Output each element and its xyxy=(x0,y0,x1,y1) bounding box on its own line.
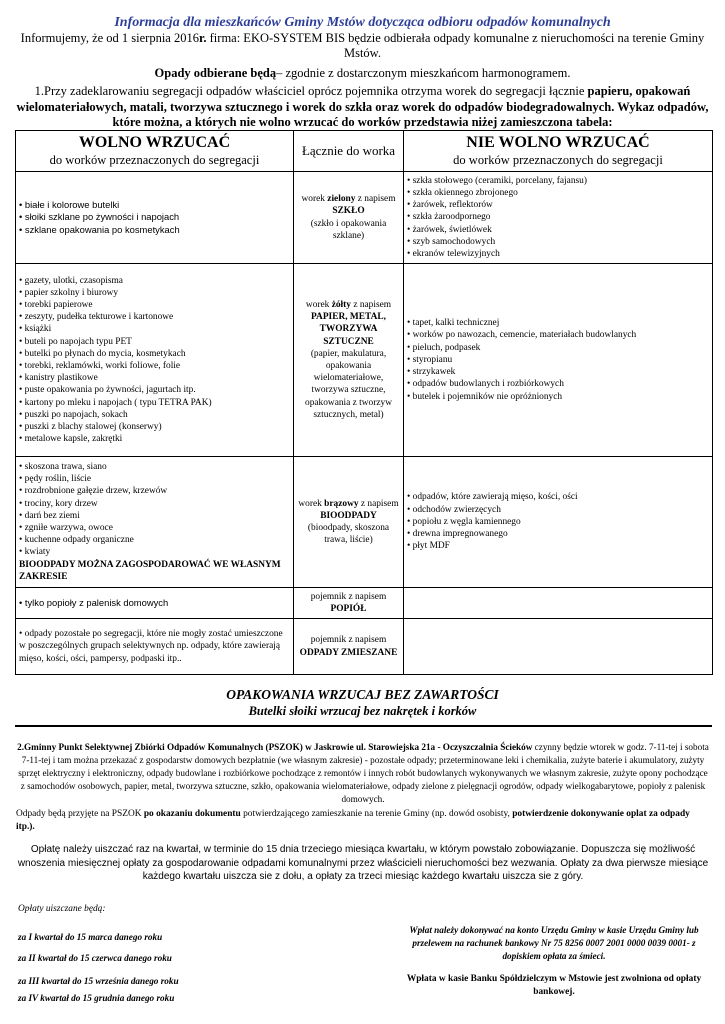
list-item: • ekranów telewizyjnych xyxy=(407,248,709,260)
table-row xyxy=(16,588,713,619)
bag-pre: worek xyxy=(298,498,325,509)
bag-cell-bio xyxy=(294,457,404,588)
bag-cell-mixed xyxy=(294,619,404,675)
list-item: • pieluch, podpasek xyxy=(407,342,709,354)
acceptance-a: Odpady będą przyjęte na PSZOK xyxy=(16,809,144,819)
bank-fee-note: Wpłata w kasie Banku Spółdzielczym w Mstowie jest zwolniona od opłaty bankowej. xyxy=(406,974,702,997)
list-item: • gazety, ulotki, czasopisma xyxy=(19,275,290,287)
list-item: • kanistry plastikowe xyxy=(19,372,290,384)
bag-cell-glass xyxy=(294,172,404,264)
list-item: • worków po nawozach, cemencie, materiałach budowlanych xyxy=(407,329,709,341)
list-item: • strzykawek xyxy=(407,366,709,378)
header-forbidden xyxy=(404,131,713,172)
list-item: • rozdrobnione gałęzie drzew, krzewów xyxy=(19,485,290,497)
pszok-paragraph xyxy=(16,741,710,806)
list-item: • płyt MDF xyxy=(407,540,709,552)
bag-pre: worek xyxy=(305,299,332,310)
fee-q2: za II kwartał do 15 czerwca danego roku xyxy=(18,953,172,963)
fee-q1: za I kwartał do 15 marca danego roku xyxy=(18,932,163,942)
list-item: • puszki z blachy stalowej (konserwy) xyxy=(19,421,290,433)
list-item: • odpadów budowlanych i rozbiórkowych xyxy=(407,378,709,390)
allowed-list xyxy=(19,597,290,609)
forbidden-list xyxy=(407,175,709,260)
header-bag xyxy=(294,131,404,172)
forbidden-cell-paper xyxy=(404,264,713,457)
list-item: • pędy roślin, liście xyxy=(19,473,290,485)
table-row xyxy=(16,172,713,264)
forbidden-list xyxy=(407,317,709,402)
list-item: • tapet, kalki technicznej xyxy=(407,317,709,329)
header-allowed-title: WOLNO WRZUCAĆ xyxy=(78,134,231,151)
list-item: • puszki po napojach, sokach xyxy=(19,409,290,421)
segregation-table xyxy=(15,130,713,675)
header-allowed xyxy=(16,131,294,172)
bag-label: ODPADY ZMIESZANE xyxy=(299,647,398,658)
bag-description: (szkło i opakowania szklane) xyxy=(310,218,387,241)
forbidden-cell-mixed xyxy=(404,619,713,675)
bag-post: z napisem xyxy=(358,498,399,509)
table-row xyxy=(16,264,713,457)
forbidden-list xyxy=(407,491,709,552)
list-item: • odpadów, które zawierają mięso, kości, ości xyxy=(407,491,709,503)
bag-description: (bioodpady, skoszona trawa, liście) xyxy=(307,523,390,546)
allowed-list xyxy=(19,628,290,665)
collection-schedule-note xyxy=(20,66,705,81)
list-item: • słoiki szklane po żywności i napojach xyxy=(19,211,290,223)
list-item: • popiołu z węgla kamiennego xyxy=(407,516,709,528)
list-item: • torebki, reklamówki, worki foliowe, folie xyxy=(19,360,290,372)
header-allowed-subtitle: do worków przeznaczonych do segregacji xyxy=(49,153,260,167)
bag-color: żółty xyxy=(331,299,351,310)
list-item: • tylko popioły z palenisk domowych xyxy=(19,597,290,609)
allowed-list xyxy=(19,275,290,446)
allowed-list xyxy=(19,199,290,236)
bio-own-management-note: BIOODPADY MOŻNA ZAGOSPODAROWAĆ WE WŁASNYM ZAKRESIE xyxy=(19,559,281,582)
allowed-cell-bio xyxy=(16,457,294,588)
list-item: • torebki papierowe xyxy=(19,299,290,311)
list-item: • białe i kolorowe butelki xyxy=(19,199,290,211)
bag-pre: worek xyxy=(301,194,328,205)
list-item: • szyb samochodowych xyxy=(407,236,709,248)
allowed-cell-ash xyxy=(16,588,294,619)
bag-post: z napisem xyxy=(350,299,392,310)
list-item: • puste opakowania po żywności, jagurtach itp. xyxy=(19,384,290,396)
bag-cell-paper xyxy=(294,264,404,457)
collection-bold: Opady odbierane będą xyxy=(154,66,277,80)
intro-text-a: Informujemy, że od 1 sierpnia 2016 xyxy=(20,31,199,45)
list-item: • papier szkolny i biurowy xyxy=(19,287,290,299)
acceptance-paragraph xyxy=(16,808,710,834)
list-item: • żarówek, reflektorów xyxy=(407,199,709,211)
bag-post: z napisem xyxy=(355,194,396,205)
list-item: • zgniłe warzywa, owoce xyxy=(19,522,290,534)
document-title: Informacja dla mieszkańców Gminy Mstów dotycząca odbioru odpadów komunalnych xyxy=(114,15,611,30)
list-item: • kartony po mleku i napojach ( typu TETRA PAK) xyxy=(19,397,290,409)
acceptance-c: potwierdzającego zamieszkanie na terenie Gminy (np. dowód osobisty, xyxy=(240,809,513,819)
fees-label: Opłaty uiszczane będą: xyxy=(18,904,106,914)
bag-color: brązowy xyxy=(324,498,359,509)
list-item: • buteli po napojach typu PET xyxy=(19,336,290,348)
bank-account-info: Wpłat należy dokonywać na konto Urzędu Gminy w kasie Urzędu Gminy lub przelewem na rachunek bankowy Nr 75 8256 0007 2001 0000 0039 0001- z dopiskiem opłata za śmieci. xyxy=(409,925,699,961)
table-row xyxy=(16,619,713,675)
list-item: • skoszona trawa, siano xyxy=(19,461,290,473)
table-header-row xyxy=(16,131,713,172)
list-item: • szklane opakowania po kosmetykach xyxy=(19,224,290,236)
list-item: • butelki po płynach do mycia, kosmetykach xyxy=(19,348,290,360)
intro-paragraph xyxy=(20,31,705,61)
fee-q3: za III kwartał do 15 września danego roku xyxy=(18,976,179,986)
bag-color: zielony xyxy=(327,194,356,205)
forbidden-cell-bio xyxy=(404,457,713,588)
header-forbidden-subtitle: do worków przeznaczonych do segregacji xyxy=(453,153,663,167)
list-item: • szkła żaroodpornego xyxy=(407,211,709,223)
list-item: • kuchenne odpady organiczne xyxy=(19,534,290,546)
allowed-list xyxy=(19,461,290,559)
acceptance-d: potwierdzenie dokonywanie oplat za odpady itp.). xyxy=(16,809,690,832)
list-item: • odchodów zwierzęcych xyxy=(407,504,709,516)
list-item: • kwiaty xyxy=(19,546,290,558)
bag-label: POPIÓŁ xyxy=(330,604,367,614)
allowed-cell-mixed xyxy=(16,619,294,675)
table-row xyxy=(16,457,713,588)
pszok-heading: 2.Gminny Punkt Selektywnej Zbiórki Odpadów Komunalnych (PSZOK) w Jaskrowie ul. Starowiejska 21a - Oczyszczalnia Ścieków xyxy=(17,742,533,752)
bag-pre: pojemnik z napisem xyxy=(310,591,387,602)
list-item: • drewna impregnowanego xyxy=(407,528,709,540)
bag-label: BIOODPADY xyxy=(320,510,377,521)
section-divider xyxy=(15,725,712,727)
list-item: • odpady pozostałe po segregacji, które nie mogły zostać umieszczone w poszczególnych grupach selektywnych np. odpady, które zawierają mięso, kości, ości, pampersy, podpaski itp.. xyxy=(19,628,290,665)
point-1-text-a: 1.Przy zadeklarowaniu segregacji odpadów właściciel oprócz pojemnika otrzyma worek do segregacji łącznie xyxy=(34,84,588,98)
list-item: • szkła stołowego (ceramiki, porcelany, fajansu) xyxy=(407,175,709,187)
intro-text-b: r. xyxy=(198,31,207,45)
header-forbidden-title: NIE WOLNO WRZUCAĆ xyxy=(466,134,650,151)
acceptance-b: po okazaniu dokumentu xyxy=(143,809,241,819)
pszok-text: czynny będzie wtorek w godz. 7-11-tej i sobota 7-11-tej i tam można przekazać z gospodarstw domowych bezpłatnie (we własnym zakresie) - pozostałe odpady; przeterminowane leki i chemikalia, zużyte baterie i akumulatory, zużyty sprzęt elektryczny i elektroniczny, odpady budowlane i rozbiórkowe pochodzące z remontów i innych robót budowlanych wykonywanych we własnym zakresie, zużyte opony pochodzące z samochodów osobowych, papier, metal, tworzywa sztuczne, szkło, opakowania wielomateriałowe, odpady zielone z pielęgnacji ogrodów, odpady wielkogabarytowe, popioły z palenisk domowych. xyxy=(18,742,709,804)
list-item: • szkła okiennego zbrojonego xyxy=(407,187,709,199)
allowed-cell-glass xyxy=(16,172,294,264)
point-1-paragraph xyxy=(12,84,713,131)
list-item: • zeszyty, pudełka tekturowe i kartonowe xyxy=(19,311,290,323)
packaging-subheading: Butelki słoiki wrzucaj bez nakrętek i korków xyxy=(248,704,477,718)
point-1-text-b: papieru, opakowań wielomateriałowych, matali, tworzywa sztucznego i worek do szkła oraz worek do odpadów biodegradowalnych. Wykaz odpadów, które można, a których nie wolno wrzucać do worków przedstawia niżej zamieszczona tabela: xyxy=(16,84,709,129)
forbidden-cell-glass xyxy=(404,172,713,264)
list-item: • żarówek, świetlówek xyxy=(407,224,709,236)
list-item: • darń bez ziemi xyxy=(19,510,290,522)
list-item: • butelek i pojemników nie opróżnionych xyxy=(407,391,709,403)
payment-paragraph: Opłatę należy uiszczać raz na kwartał, w terminie do 15 dnia trzeciego miesiąca kwartału, w którym powstało zobowiązanie. Dopuszcza się możliwość wnoszenia miesięcznej opłaty za gospodarowanie odpadami komunalnymi przez właścicieli nieruchomości bez wezwania. Opłaty za dwa pierwsze miesiące każdego kwartału uiszcza sie z dołu, a opłaty za trzeci miesiąc każdego kwartału uiszcza sie z góry. xyxy=(17,844,709,882)
fee-q4: za IV kwartał do 15 grudnia danego roku xyxy=(18,993,175,1003)
packaging-heading: OPAKOWANIA WRZUCAJ BEZ ZAWARTOŚCI xyxy=(226,687,499,702)
bag-pre: pojemnik z napisem xyxy=(310,635,387,646)
allowed-cell-paper xyxy=(16,264,294,457)
list-item: • książki xyxy=(19,323,290,335)
header-bag-title: Łącznie do worka xyxy=(301,143,396,158)
list-item: • metalowe kapsle, zakrętki xyxy=(19,433,290,445)
list-item: • styropianu xyxy=(407,354,709,366)
bag-label: PAPIER, METAL, TWORZYWA SZTUCZNE xyxy=(311,312,386,347)
collection-rest: – zgodnie z dostarczonym mieszkańcom harmonogramem. xyxy=(276,66,571,80)
bag-description: (papier, makulatura, opakowania wielomateriałowe, tworzywa sztuczne, opakowania z tworzyw sztucznych, metal) xyxy=(305,348,392,420)
intro-text-c: firma: EKO-SYSTEM BIS będzie odbierała odpady komunalne z nieruchomości na terenie Gminy Mstów. xyxy=(206,31,705,60)
bag-label: SZKŁO xyxy=(332,206,365,217)
forbidden-cell-ash xyxy=(404,588,713,619)
list-item: • trociny, kory drzew xyxy=(19,498,290,510)
bag-cell-ash xyxy=(294,588,404,619)
